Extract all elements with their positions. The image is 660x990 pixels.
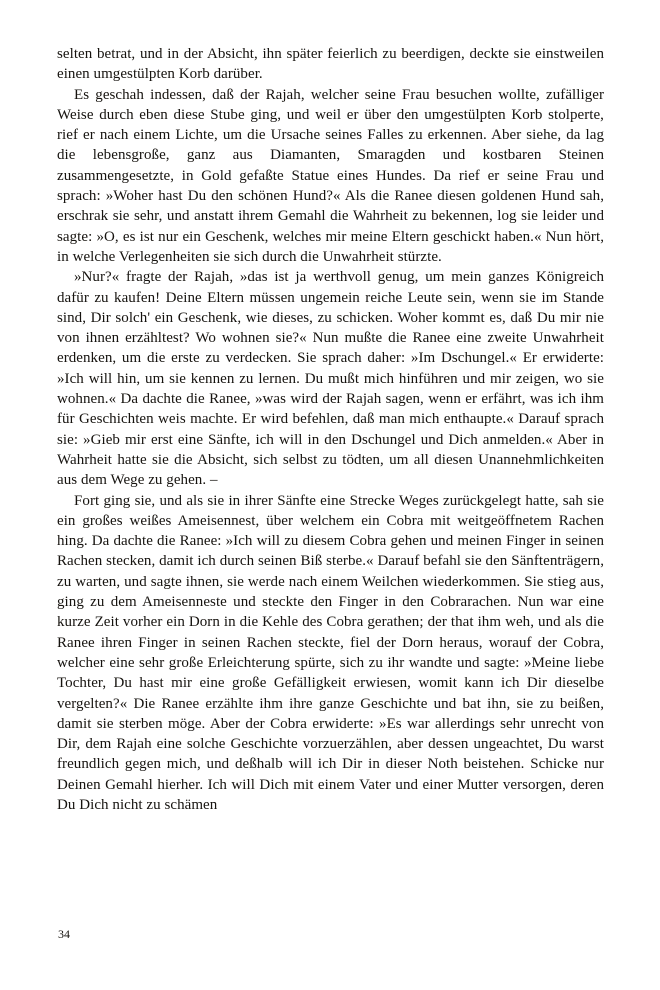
page-text-block bbox=[57, 44, 604, 815]
story-text bbox=[57, 44, 604, 815]
page-number: 34 bbox=[58, 927, 70, 941]
paragraph: Fort ging sie, und als sie in ihrer Sänfte eine Strecke Weges zurückgelegt hatte, sah sie ein großes weißes Ameisennest, über welchem ein Cobra mit weitgeöffnetem Rachen hing. Da dachte die Ranee: »Ich will zu diesem Cobra gehen und meinen Finger in seinen Rachen stecken, damit ich durch seinen Biß sterbe.« Darauf befahl sie den Sänftenträgern, zu warten, und sagte ihnen, sie werde nach einem Weilchen wiederkommen. Sie stieg aus, ging zu dem Ameisenneste und steckte den Finger in den Cobrarachen. Nun war eine kurze Zeit vorher ein Dorn in die Kehle des Cobra gerathen; der that ihm weh, und als die Ranee ihren Finger in seinen Rachen steckte, fiel der Dorn heraus, worauf der Cobra, welcher eine sehr große Erleichterung spürte, sich zu ihr wandte und sagte: »Meine liebe Tochter, Du hast mir eine große Gefälligkeit erwiesen, womit kann ich Dir dieselbe vergelten?« Die Ranee erzählte ihm ihre ganze Geschichte und bat ihn, sie zu beißen, damit sie sterben möge. Aber der Cobra erwiderte: »Es war allerdings sehr unrecht von Dir, dem Rajah eine solche Geschichte vorzuerzählen, aber dessen ungeachtet, Du warst freundlich gegen mich, und deßhalb will ich Dir in dieser Noth beistehen. Schicke nur Deinen Gemahl hierher. Ich will Dich mit einem Vater und einer Mutter versorgen, deren Du Dich nicht zu schämen bbox=[57, 492, 604, 813]
paragraph: Es geschah indessen, daß der Rajah, welcher seine Frau besuchen wollte, zufälliger Weise durch eben diese Stube ging, und weil er über den umgestülpten Korb stolperte, rief er nach einem Lichte, um die Ursache seines Falles zu erkennen. Aber siehe, da lag die lebensgroße, ganz aus Diamanten, Smaragden und kostbaren Steinen zusammengesetzte, in Gold gefaßte Statue eines Hundes. Da rief er seine Frau und sprach: »Woher hast Du den schönen Hund?« Als die Ranee diesen goldenen Hund sah, erschrak sie sehr, und anstatt ihrem Gemahl die Wahrheit zu bekennen, log sie leider und sagte: »O, es ist nur ein Geschenk, welches mir meine Eltern geschickt haben.« Nun hört, in welche Verlegenheiten sie sich durch die Unwahrheit stürzte. bbox=[57, 86, 604, 265]
paragraph: »Nur?« fragte der Rajah, »das ist ja werthvoll genug, um mein ganzes Königreich dafür zu kaufen! Deine Eltern müssen ungemein reiche Leute sein, wenn sie im Stande sind, Dir solch' ein Geschenk, wie dieses, zu schicken. Woher kommt es, daß Du mir nie von ihnen erzähltest? Wo wohnen sie?« Nun mußte die Ranee eine zweite Unwahrheit erdenken, um die erste zu verdecken. Sie sprach daher: »Im Dschungel.« Er erwiderte: »Ich will hin, um sie kennen zu lernen. Du mußt mich hinführen und mir zeigen, wo sie wohnen.« Da dachte die Ranee, »was wird der Rajah sagen, wenn er erfährt, was ich ihm für Geschichten weis machte. Er wird befehlen, daß man mich enthaupte.« Darauf sprach sie: »Gieb mir erst eine Sänfte, ich will in den Dschungel und Dich anmelden.« Aber in Wahrheit hatte sie die Absicht, sich selbst zu tödten, um all diesen Unannehmlichkeiten aus dem Wege zu gehen. – bbox=[57, 269, 604, 489]
paragraph-continuation: selten betrat, und in der Absicht, ihn später feierlich zu beerdigen, deckte sie einstweilen einen umgestülpten Korb darüber. bbox=[57, 46, 604, 83]
